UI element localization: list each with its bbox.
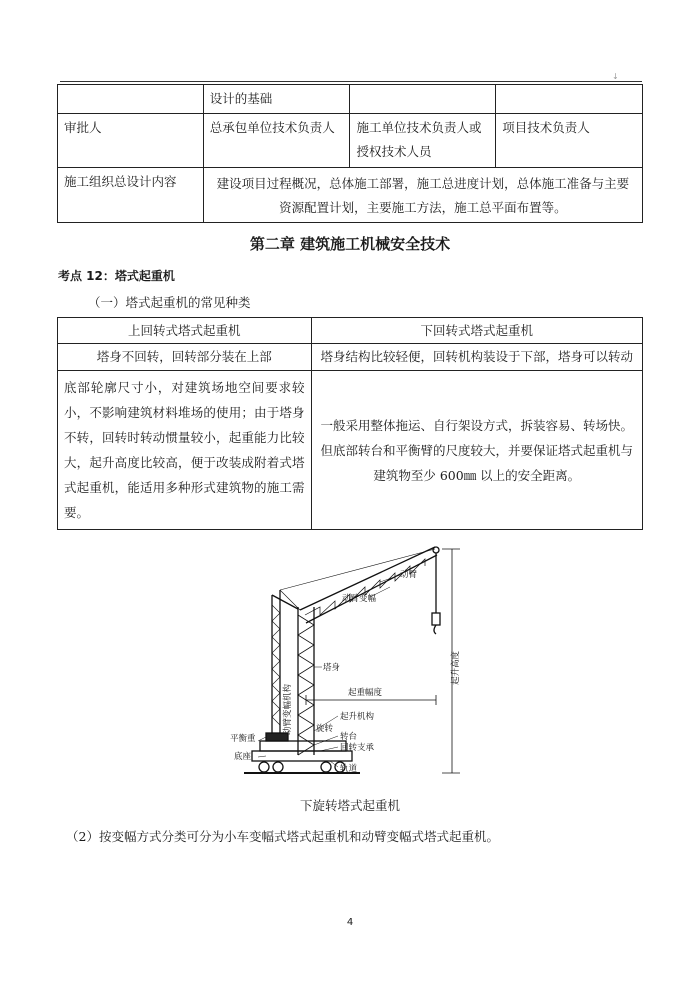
chapter-title: 第二章 建筑施工机械安全技术	[249, 235, 451, 253]
table-cell: 项目技术负责人	[496, 114, 643, 168]
table-row	[58, 168, 643, 223]
table-cell	[350, 85, 496, 114]
header-right-mark: ↓	[612, 72, 619, 81]
label-rail: 轨道	[340, 764, 358, 774]
table-cell: 审批人	[58, 114, 204, 168]
table-cell: 设计的基础	[203, 85, 350, 114]
table-cell	[496, 85, 643, 114]
figure-caption: 下旋转塔式起重机	[299, 798, 400, 813]
label-slew-mech: 旋转	[316, 724, 334, 734]
crane-diagram	[230, 535, 470, 790]
table-cell: 施工单位技术负责人或授权技术人员	[350, 114, 496, 168]
table-row	[58, 85, 643, 114]
header-rule	[60, 81, 642, 82]
table-cell: 底部轮廓尺寸小，对建筑场地空间要求较小，不影响建筑材料堆场的使用；由于塔身不转，回转时转动惯量较小，起重能力比较大，起升高度比较高，便于改装成附着式塔式起重机，能适用多种形式建筑物的施工需要。	[58, 371, 312, 530]
label-boom: 动臂	[400, 570, 418, 580]
page-number: 4	[346, 917, 354, 928]
table-row	[58, 114, 643, 168]
table-row	[58, 344, 643, 371]
table-header: 下回转式塔式起重机	[311, 318, 642, 344]
table-cell: 总承包单位技术负责人	[203, 114, 350, 168]
label-height: 起升高度	[451, 650, 461, 685]
table-row	[58, 371, 643, 530]
label-base: 底座	[234, 752, 252, 762]
label-luff-mech: 动臂变幅机构	[283, 683, 293, 735]
label-turntable: 转台	[340, 732, 358, 742]
table-cell: 塔身不回转，回转部分装在上部	[58, 344, 312, 371]
table-cell: 一般采用整体拖运、自行架设方式，拆装容易、转场快。但底部转台和平衡臂的尺度较大，并要保证塔式起重机与建筑物至少 600㎜ 以上的安全距离。	[311, 371, 642, 530]
label-reach: 起重幅度	[348, 688, 383, 698]
table-cell: 建设项目过程概况，总体施工部署，施工总进度计划，总体施工准备与主要资源配置计划，主要施工方法，施工总平面布置等。	[203, 168, 642, 223]
label-tower: 塔身	[323, 663, 341, 673]
approval-table	[57, 84, 643, 223]
table-header: 上回转式塔式起重机	[58, 318, 312, 344]
table-cell: 塔身结构比较轻便，回转机构装设于下部，塔身可以转动	[311, 344, 642, 371]
table-cell	[58, 85, 204, 114]
label-luffing: 动臂变幅	[342, 594, 377, 604]
table-header-row	[58, 318, 643, 344]
label-hoist: 起升机构	[340, 712, 375, 722]
section-title: 考点 12：塔式起重机	[58, 269, 175, 283]
table-cell: 施工组织总设计内容	[58, 168, 204, 223]
crane-types-table	[57, 317, 643, 530]
subheading: （一）塔式起重机的常见种类	[88, 295, 251, 310]
body-paragraph: （2）按变幅方式分类可分为小车变幅式塔式起重机和动臂变幅式塔式起重机。	[66, 829, 499, 844]
label-slew-bearing: 回转支承	[340, 743, 375, 753]
label-counterweight: 平衡重	[230, 734, 256, 744]
